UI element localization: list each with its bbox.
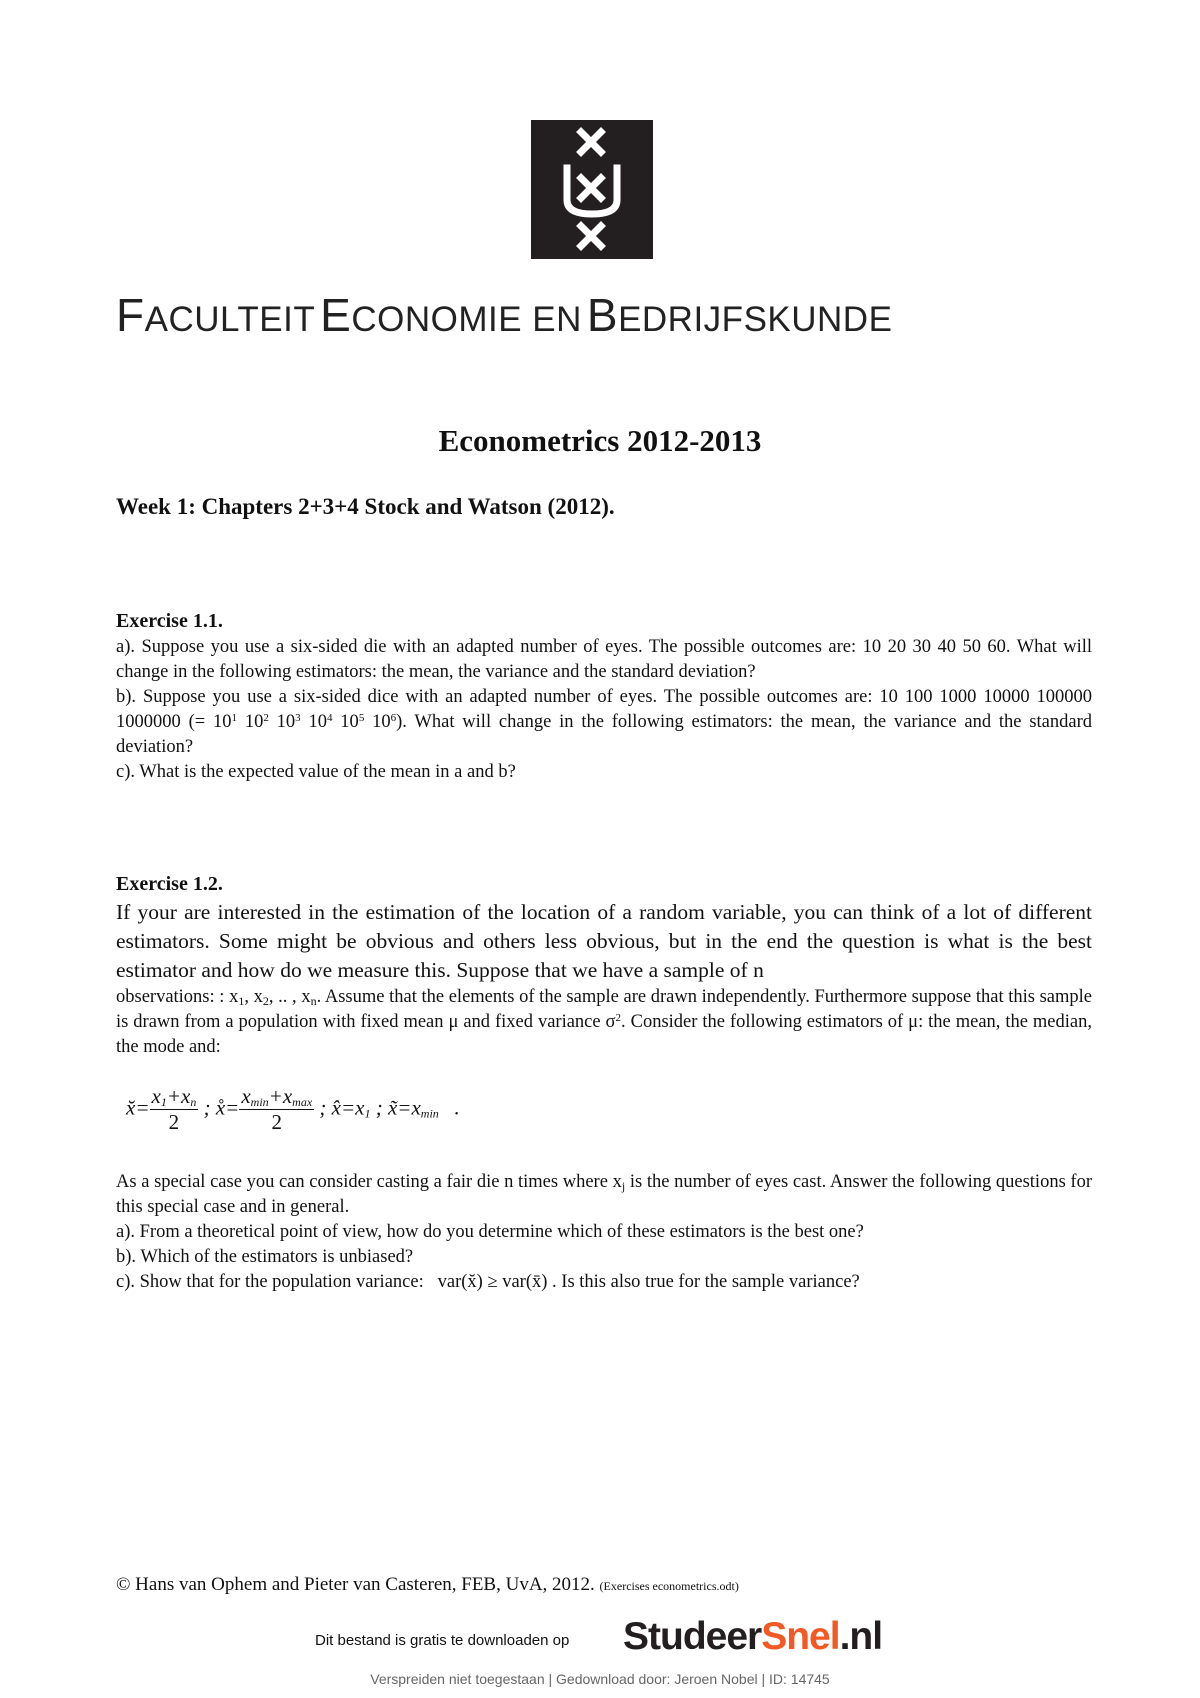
estimator-formulas: x̆= $\frac{x_1+x_n}{2}$ ; x̊= $\frac{x_{min}+x_{max}}{2}$ ; $x̂=x_1$ ; $x̃=x_{min}$ .: [126, 1084, 460, 1134]
week-heading: Week 1: Chapters 2+3+4 Stock and Watson (2012).: [116, 494, 615, 519]
download-label: Dit bestand is gratis te downloaden op: [315, 1632, 570, 1649]
copyright-notice: © Hans van Ophem and Pieter van Casteren, FEB, UvA, 2012. (Exercises econometrics.odt): [116, 1574, 739, 1595]
document-title: Econometrics 2012-2013: [438, 423, 762, 458]
special-case-text: As a special case you can consider casting a fair die n times where $x_j$ is the number of eyes cast. Answer the following questions for this special case and in general.: [116, 1172, 1092, 1217]
exercise-1-2-questions: [116, 1170, 1092, 1295]
exercise-1-2-a: a). From a theoretical point of view, how do you determine which of these estimators is the best one?: [116, 1222, 864, 1242]
exercise-1-2-body: [116, 898, 1092, 1060]
exercise-1-2-intro: If your are interested in the estimation of the location of a random variable, you can think of a lot of different estimators. Some might be obvious and others less obvious, but in the end the question is what is the best estimator and how do we measure this. Suppose that we have a sample of n: [116, 900, 1092, 982]
exercise-1-1-b: b). Suppose you use a six-sided dice with an adapted number of eyes. The possible outcomes are: 10 100 1000 10000 100000 1000000 (= $10^1$ $10^2$ $10^3$ $10^4$ $10^5$ $10^6$). What will change in the following estimators: the mean, the variance and the standard deviation?: [116, 687, 1093, 757]
legal-notice: Verspreiden niet toegestaan | Gedownload door: Jeroen Nobel | ID: 14745: [370, 1671, 830, 1687]
exercise-1-1-a: a). Suppose you use a six-sided die with an adapted number of eyes. The possible outcomes are: 10 20 30 40 50 60. What will change in the following estimators: the mean, the variance and the standard deviation?: [116, 637, 1092, 682]
faculty-name: FACULTEIT ECONOMIE EN BEDRIJFSKUNDE: [116, 289, 893, 341]
studeersnel-logo[interactable]: StudeerSnel.nl: [623, 1615, 883, 1658]
exercise-1-2-b: b). Which of the estimators is unbiased?: [116, 1247, 414, 1267]
exercise-1-1-heading: Exercise 1.1.: [116, 610, 223, 632]
exercise-1-2-heading: Exercise 1.2.: [116, 873, 223, 895]
exercise-1-1-body: [116, 635, 1092, 785]
exercise-1-2-c: c). Show that for the population variance: var(x̆) ≥ var(x̄) . Is this also true for the sample variance?: [116, 1272, 860, 1292]
exercise-1-2-observations: observations: : $x_1$, $x_2$, .. , $x_n$. Assume that the elements of the sample are drawn independently. Furthermore suppose that this sample is drawn from a population with fixed mean μ and fixed variance $\sigma^2$. Consider the following estimators of μ: the mean, the median, the mode and:: [116, 987, 1093, 1057]
university-logo: [531, 120, 653, 259]
exercise-1-1-c: c). What is the expected value of the mean in a and b?: [116, 762, 516, 782]
